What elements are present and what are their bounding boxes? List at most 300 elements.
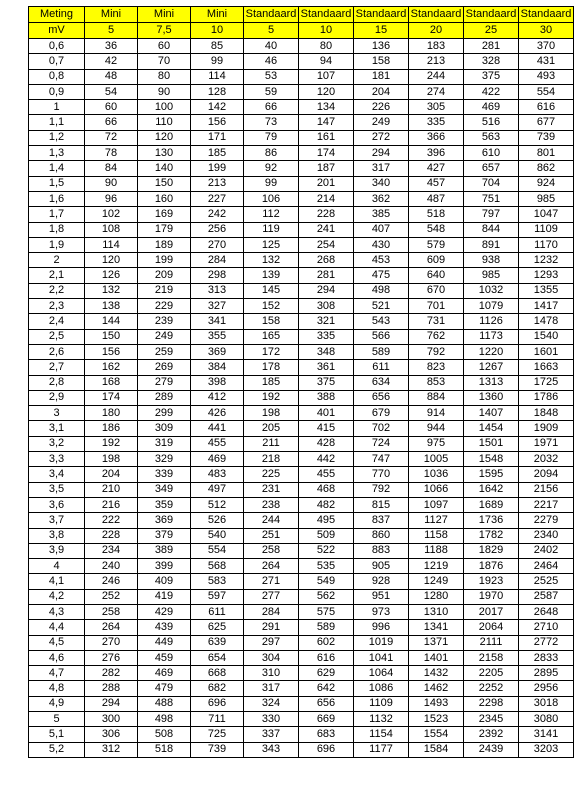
table-cell: 449 xyxy=(138,635,191,650)
table-cell: 844 xyxy=(464,222,519,237)
table-row xyxy=(29,84,574,99)
table-cell: 924 xyxy=(519,176,574,191)
table-cell: 602 xyxy=(299,635,354,650)
table-cell: 422 xyxy=(464,84,519,99)
table-cell: 4,3 xyxy=(29,604,85,619)
table-cell: 928 xyxy=(354,574,409,589)
table-cell: 482 xyxy=(299,497,354,512)
table-cell: 192 xyxy=(85,436,138,451)
table-row xyxy=(29,482,574,497)
table-cell: 409 xyxy=(138,574,191,589)
table-cell: 4,6 xyxy=(29,650,85,665)
table-row xyxy=(29,513,574,528)
table-cell: 201 xyxy=(299,176,354,191)
table-cell: 268 xyxy=(299,253,354,268)
table-cell: 4,8 xyxy=(29,681,85,696)
table-cell: 568 xyxy=(191,559,244,574)
table-cell: 1829 xyxy=(464,543,519,558)
table-cell: 225 xyxy=(244,467,299,482)
table-row xyxy=(29,421,574,436)
table-cell: 679 xyxy=(354,406,409,421)
table-cell: 973 xyxy=(354,604,409,619)
table-cell: 479 xyxy=(138,681,191,696)
table-row xyxy=(29,604,574,619)
table-row xyxy=(29,207,574,222)
table-cell: 2439 xyxy=(464,742,519,757)
table-cell: 130 xyxy=(138,146,191,161)
table-cell: 2,6 xyxy=(29,344,85,359)
table-cell: 211 xyxy=(244,436,299,451)
table-cell: 2648 xyxy=(519,604,574,619)
table-cell: 426 xyxy=(191,406,244,421)
table-cell: 1493 xyxy=(409,696,464,711)
table-cell: 274 xyxy=(409,84,464,99)
table-cell: 399 xyxy=(138,559,191,574)
table-cell: 1786 xyxy=(519,390,574,405)
table-cell: 610 xyxy=(464,146,519,161)
table-cell: 488 xyxy=(138,696,191,711)
table-cell: 169 xyxy=(138,207,191,222)
table-cell: 762 xyxy=(409,329,464,344)
table-cell: 238 xyxy=(244,497,299,512)
table-cell: 312 xyxy=(85,742,138,757)
table-cell: 3,6 xyxy=(29,497,85,512)
table-cell: 276 xyxy=(85,650,138,665)
table-cell: 1725 xyxy=(519,375,574,390)
table-cell: 150 xyxy=(85,329,138,344)
table-cell: 370 xyxy=(519,39,574,54)
table-cell: 379 xyxy=(138,528,191,543)
table-cell: 1554 xyxy=(409,727,464,742)
table-cell: 389 xyxy=(138,543,191,558)
header-cell: Standaard xyxy=(519,7,574,23)
header-cell: 7,5 xyxy=(138,23,191,39)
table-cell: 522 xyxy=(299,543,354,558)
table-cell: 214 xyxy=(299,191,354,206)
table-cell: 669 xyxy=(299,712,354,727)
table-cell: 1642 xyxy=(464,482,519,497)
table-cell: 0,8 xyxy=(29,69,85,84)
table-row xyxy=(29,130,574,145)
table-cell: 801 xyxy=(519,146,574,161)
header-cell: 5 xyxy=(85,23,138,39)
table-cell: 1341 xyxy=(409,620,464,635)
table-cell: 54 xyxy=(85,84,138,99)
table-cell: 1,7 xyxy=(29,207,85,222)
table-cell: 1249 xyxy=(409,574,464,589)
table-cell: 1407 xyxy=(464,406,519,421)
table-cell: 1478 xyxy=(519,314,574,329)
table-cell: 1523 xyxy=(409,712,464,727)
table-cell: 860 xyxy=(354,528,409,543)
table-cell: 1360 xyxy=(464,390,519,405)
table-cell: 219 xyxy=(138,283,191,298)
table-cell: 535 xyxy=(299,559,354,574)
header-cell: Standaard xyxy=(354,7,409,23)
table-cell: 0,6 xyxy=(29,39,85,54)
table-cell: 429 xyxy=(138,604,191,619)
table-row xyxy=(29,329,574,344)
table-cell: 2772 xyxy=(519,635,574,650)
table-cell: 178 xyxy=(244,360,299,375)
header-cell: Meting xyxy=(29,7,85,23)
table-cell: 85 xyxy=(191,39,244,54)
table-cell: 136 xyxy=(354,39,409,54)
table-cell: 985 xyxy=(519,191,574,206)
table-cell: 281 xyxy=(464,39,519,54)
table-cell: 60 xyxy=(85,100,138,115)
table-cell: 36 xyxy=(85,39,138,54)
table-cell: 270 xyxy=(85,635,138,650)
table-cell: 616 xyxy=(519,100,574,115)
table-cell: 138 xyxy=(85,299,138,314)
table-cell: 1 xyxy=(29,100,85,115)
table-cell: 442 xyxy=(299,452,354,467)
table-cell: 256 xyxy=(191,222,244,237)
table-cell: 213 xyxy=(191,176,244,191)
table-cell: 549 xyxy=(299,574,354,589)
table-cell: 427 xyxy=(409,161,464,176)
table-cell: 252 xyxy=(85,589,138,604)
table-cell: 1086 xyxy=(354,681,409,696)
table-cell: 1220 xyxy=(464,344,519,359)
table-cell: 114 xyxy=(191,69,244,84)
table-cell: 441 xyxy=(191,421,244,436)
table-cell: 562 xyxy=(299,589,354,604)
table-cell: 272 xyxy=(354,130,409,145)
table-cell: 291 xyxy=(244,620,299,635)
table-cell: 611 xyxy=(354,360,409,375)
table-cell: 611 xyxy=(191,604,244,619)
table-cell: 398 xyxy=(191,375,244,390)
table-cell: 384 xyxy=(191,360,244,375)
table-cell: 862 xyxy=(519,161,574,176)
table-cell: 366 xyxy=(409,130,464,145)
table-cell: 1355 xyxy=(519,283,574,298)
table-cell: 3018 xyxy=(519,696,574,711)
table-cell: 254 xyxy=(299,237,354,252)
table-cell: 554 xyxy=(519,84,574,99)
table-cell: 165 xyxy=(244,329,299,344)
table-row xyxy=(29,436,574,451)
table-cell: 218 xyxy=(244,452,299,467)
table-cell: 2017 xyxy=(464,604,519,619)
table-cell: 229 xyxy=(138,299,191,314)
table-cell: 258 xyxy=(244,543,299,558)
table-cell: 227 xyxy=(191,191,244,206)
table-cell: 1876 xyxy=(464,559,519,574)
table-cell: 2895 xyxy=(519,666,574,681)
table-cell: 186 xyxy=(85,421,138,436)
table-cell: 905 xyxy=(354,559,409,574)
table-cell: 361 xyxy=(299,360,354,375)
table-cell: 2,3 xyxy=(29,299,85,314)
measurement-table xyxy=(28,6,574,758)
table-cell: 1401 xyxy=(409,650,464,665)
table-cell: 2,7 xyxy=(29,360,85,375)
table-cell: 1097 xyxy=(409,497,464,512)
table-cell: 884 xyxy=(409,390,464,405)
table-cell: 343 xyxy=(244,742,299,757)
table-cell: 2,9 xyxy=(29,390,85,405)
table-row xyxy=(29,344,574,359)
table-cell: 120 xyxy=(85,253,138,268)
table-cell: 453 xyxy=(354,253,409,268)
table-cell: 205 xyxy=(244,421,299,436)
table-cell: 96 xyxy=(85,191,138,206)
table-cell: 475 xyxy=(354,268,409,283)
header-cell: mV xyxy=(29,23,85,39)
table-cell: 696 xyxy=(191,696,244,711)
table-cell: 2298 xyxy=(464,696,519,711)
table-cell: 701 xyxy=(409,299,464,314)
table-row xyxy=(29,574,574,589)
table-cell: 654 xyxy=(191,650,244,665)
table-cell: 270 xyxy=(191,237,244,252)
table-cell: 106 xyxy=(244,191,299,206)
table-row xyxy=(29,253,574,268)
table-cell: 518 xyxy=(138,742,191,757)
table-cell: 327 xyxy=(191,299,244,314)
table-cell: 837 xyxy=(354,513,409,528)
table-cell: 1066 xyxy=(409,482,464,497)
table-cell: 107 xyxy=(299,69,354,84)
table-cell: 682 xyxy=(191,681,244,696)
table-cell: 209 xyxy=(138,268,191,283)
table-cell: 156 xyxy=(191,115,244,130)
table-cell: 2205 xyxy=(464,666,519,681)
table-cell: 279 xyxy=(138,375,191,390)
table-cell: 0,9 xyxy=(29,84,85,99)
table-cell: 616 xyxy=(299,650,354,665)
table-cell: 1848 xyxy=(519,406,574,421)
table-cell: 281 xyxy=(299,268,354,283)
table-cell: 5 xyxy=(29,712,85,727)
table-cell: 335 xyxy=(299,329,354,344)
table-cell: 853 xyxy=(409,375,464,390)
table-cell: 297 xyxy=(244,635,299,650)
table-cell: 1417 xyxy=(519,299,574,314)
table-cell: 1,3 xyxy=(29,146,85,161)
table-cell: 1548 xyxy=(464,452,519,467)
table-cell: 2 xyxy=(29,253,85,268)
table-cell: 3080 xyxy=(519,712,574,727)
table-cell: 112 xyxy=(244,207,299,222)
table-cell: 204 xyxy=(85,467,138,482)
table-cell: 548 xyxy=(409,222,464,237)
table-cell: 362 xyxy=(354,191,409,206)
table-cell: 575 xyxy=(299,604,354,619)
table-cell: 1663 xyxy=(519,360,574,375)
table-cell: 66 xyxy=(85,115,138,130)
table-row xyxy=(29,268,574,283)
table-cell: 144 xyxy=(85,314,138,329)
table-cell: 4,5 xyxy=(29,635,85,650)
table-cell: 264 xyxy=(244,559,299,574)
table-cell: 2,1 xyxy=(29,268,85,283)
table-cell: 415 xyxy=(299,421,354,436)
table-cell: 1232 xyxy=(519,253,574,268)
table-cell: 140 xyxy=(138,161,191,176)
header-cell: 5 xyxy=(244,23,299,39)
table-cell: 134 xyxy=(299,100,354,115)
table-cell: 160 xyxy=(138,191,191,206)
table-cell: 3,9 xyxy=(29,543,85,558)
table-cell: 554 xyxy=(191,543,244,558)
table-cell: 1689 xyxy=(464,497,519,512)
table-cell: 348 xyxy=(299,344,354,359)
table-cell: 2392 xyxy=(464,727,519,742)
table-cell: 823 xyxy=(409,360,464,375)
table-cell: 1540 xyxy=(519,329,574,344)
table-cell: 246 xyxy=(85,574,138,589)
table-cell: 455 xyxy=(191,436,244,451)
table-cell: 369 xyxy=(191,344,244,359)
table-cell: 1909 xyxy=(519,421,574,436)
table-cell: 299 xyxy=(138,406,191,421)
table-cell: 498 xyxy=(354,283,409,298)
table-row xyxy=(29,528,574,543)
table-cell: 40 xyxy=(244,39,299,54)
table-cell: 92 xyxy=(244,161,299,176)
table-cell: 2252 xyxy=(464,681,519,696)
table-cell: 294 xyxy=(299,283,354,298)
table-cell: 3,1 xyxy=(29,421,85,436)
table-row xyxy=(29,222,574,237)
table-cell: 883 xyxy=(354,543,409,558)
table-cell: 192 xyxy=(244,390,299,405)
table-cell: 53 xyxy=(244,69,299,84)
table-cell: 634 xyxy=(354,375,409,390)
table-cell: 355 xyxy=(191,329,244,344)
table-cell: 110 xyxy=(138,115,191,130)
table-cell: 1601 xyxy=(519,344,574,359)
table-cell: 469 xyxy=(464,100,519,115)
table-cell: 792 xyxy=(354,482,409,497)
table-cell: 226 xyxy=(354,100,409,115)
table-cell: 156 xyxy=(85,344,138,359)
table-cell: 132 xyxy=(85,283,138,298)
table-cell: 3,7 xyxy=(29,513,85,528)
table-cell: 78 xyxy=(85,146,138,161)
table-cell: 1219 xyxy=(409,559,464,574)
table-cell: 1019 xyxy=(354,635,409,650)
header-cell: Mini xyxy=(138,7,191,23)
table-cell: 1079 xyxy=(464,299,519,314)
table-cell: 1595 xyxy=(464,467,519,482)
table-cell: 540 xyxy=(191,528,244,543)
table-cell: 457 xyxy=(409,176,464,191)
table-cell: 142 xyxy=(191,100,244,115)
table-cell: 1032 xyxy=(464,283,519,298)
table-cell: 1126 xyxy=(464,314,519,329)
table-cell: 152 xyxy=(244,299,299,314)
table-row xyxy=(29,467,574,482)
table-cell: 1170 xyxy=(519,237,574,252)
table-cell: 469 xyxy=(191,452,244,467)
header-cell: 30 xyxy=(519,23,574,39)
table-cell: 2956 xyxy=(519,681,574,696)
table-cell: 249 xyxy=(354,115,409,130)
table-cell: 1,5 xyxy=(29,176,85,191)
table-cell: 185 xyxy=(191,146,244,161)
table-cell: 739 xyxy=(191,742,244,757)
table-cell: 180 xyxy=(85,406,138,421)
table-cell: 428 xyxy=(299,436,354,451)
table-cell: 1454 xyxy=(464,421,519,436)
table-row xyxy=(29,375,574,390)
table-cell: 319 xyxy=(138,436,191,451)
header-row-type xyxy=(29,7,574,23)
table-cell: 102 xyxy=(85,207,138,222)
table-cell: 670 xyxy=(409,283,464,298)
table-cell: 198 xyxy=(244,406,299,421)
measurement-table-wrapper xyxy=(28,6,574,758)
table-row xyxy=(29,712,574,727)
table-cell: 1109 xyxy=(354,696,409,711)
table-cell: 509 xyxy=(299,528,354,543)
table-cell: 3 xyxy=(29,406,85,421)
table-cell: 264 xyxy=(85,620,138,635)
table-cell: 1154 xyxy=(354,727,409,742)
table-cell: 125 xyxy=(244,237,299,252)
table-row xyxy=(29,543,574,558)
table-cell: 657 xyxy=(464,161,519,176)
table-cell: 271 xyxy=(244,574,299,589)
table-cell: 639 xyxy=(191,635,244,650)
table-cell: 1047 xyxy=(519,207,574,222)
table-cell: 683 xyxy=(299,727,354,742)
table-cell: 1923 xyxy=(464,574,519,589)
table-row xyxy=(29,559,574,574)
table-cell: 1109 xyxy=(519,222,574,237)
table-cell: 213 xyxy=(409,54,464,69)
table-cell: 625 xyxy=(191,620,244,635)
table-row xyxy=(29,314,574,329)
table-cell: 341 xyxy=(191,314,244,329)
table-cell: 1313 xyxy=(464,375,519,390)
table-cell: 90 xyxy=(85,176,138,191)
table-cell: 1158 xyxy=(409,528,464,543)
table-row xyxy=(29,589,574,604)
table-cell: 583 xyxy=(191,574,244,589)
table-row xyxy=(29,54,574,69)
table-cell: 938 xyxy=(464,253,519,268)
table-cell: 174 xyxy=(85,390,138,405)
table-cell: 1736 xyxy=(464,513,519,528)
table-cell: 114 xyxy=(85,237,138,252)
table-cell: 2525 xyxy=(519,574,574,589)
table-cell: 99 xyxy=(191,54,244,69)
table-cell: 2402 xyxy=(519,543,574,558)
table-cell: 702 xyxy=(354,421,409,436)
table-row xyxy=(29,681,574,696)
table-cell: 1371 xyxy=(409,635,464,650)
table-cell: 300 xyxy=(85,712,138,727)
table-cell: 975 xyxy=(409,436,464,451)
table-cell: 328 xyxy=(464,54,519,69)
table-cell: 747 xyxy=(354,452,409,467)
table-cell: 1041 xyxy=(354,650,409,665)
table-row xyxy=(29,69,574,84)
table-cell: 1970 xyxy=(464,589,519,604)
table-cell: 996 xyxy=(354,620,409,635)
table-cell: 100 xyxy=(138,100,191,115)
table-cell: 335 xyxy=(409,115,464,130)
table-cell: 3141 xyxy=(519,727,574,742)
table-cell: 487 xyxy=(409,191,464,206)
table-cell: 431 xyxy=(519,54,574,69)
